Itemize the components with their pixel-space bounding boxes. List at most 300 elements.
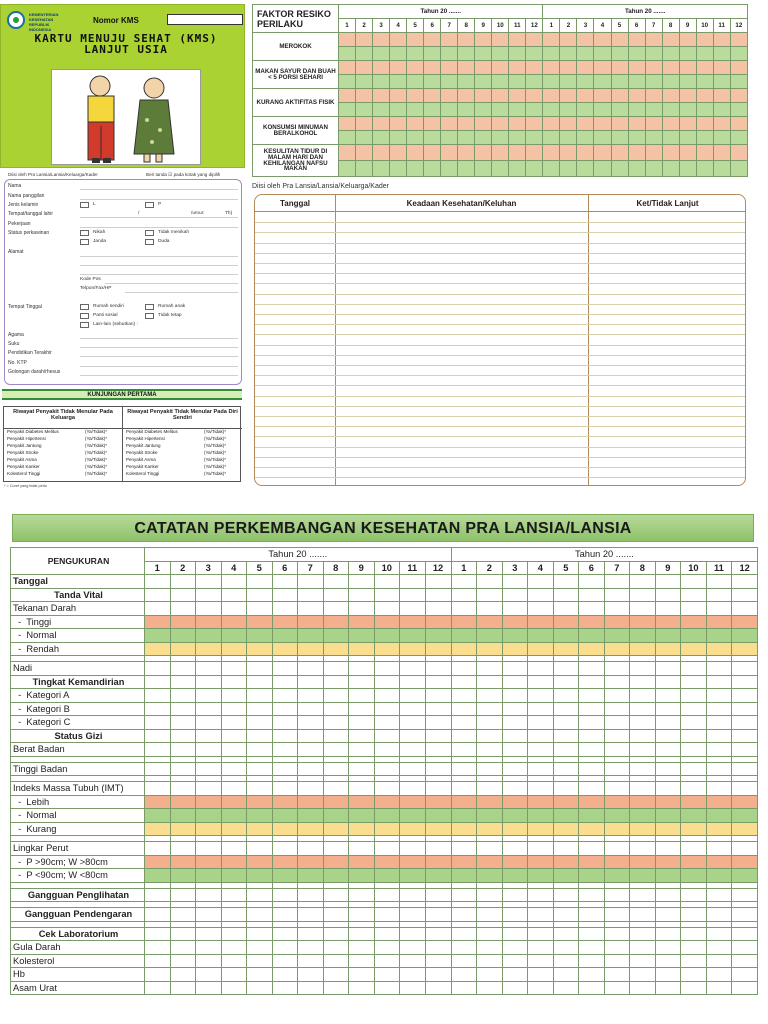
measurement-cell[interactable]	[272, 954, 298, 968]
measurement-cell[interactable]	[374, 809, 400, 823]
measurement-cell[interactable]	[502, 716, 528, 730]
measurement-cell[interactable]	[323, 795, 349, 809]
risk-cell[interactable]	[560, 117, 577, 131]
measurement-cell[interactable]	[528, 615, 554, 629]
measurement-cell[interactable]	[502, 809, 528, 823]
measurement-cell[interactable]	[477, 762, 503, 776]
measurement-cell[interactable]	[451, 927, 477, 941]
measurement-cell[interactable]	[323, 888, 349, 902]
risk-cell[interactable]	[594, 117, 611, 131]
risk-cell[interactable]	[645, 75, 662, 89]
measurement-cell[interactable]	[655, 642, 681, 656]
measurement-cell[interactable]	[604, 908, 630, 922]
measurement-cell[interactable]	[451, 855, 477, 869]
measurement-cell[interactable]	[604, 743, 630, 757]
risk-cell[interactable]	[679, 61, 696, 75]
measurement-cell[interactable]	[298, 795, 324, 809]
measurement-cell[interactable]	[706, 689, 732, 703]
measurement-cell[interactable]	[528, 927, 554, 941]
measurement-cell[interactable]	[451, 968, 477, 982]
measurement-cell[interactable]	[247, 662, 273, 676]
risk-cell[interactable]	[492, 117, 509, 131]
measurement-cell[interactable]	[579, 743, 605, 757]
measurement-cell[interactable]	[655, 941, 681, 955]
measurement-cell[interactable]	[247, 642, 273, 656]
measurement-cell[interactable]	[170, 809, 196, 823]
measurement-cell[interactable]	[579, 869, 605, 883]
name-input[interactable]	[80, 189, 238, 190]
measurement-cell[interactable]	[477, 782, 503, 796]
sex-l-checkbox[interactable]	[80, 202, 89, 208]
measurement-cell[interactable]	[553, 689, 579, 703]
measurement-cell[interactable]	[630, 642, 656, 656]
measurement-cell[interactable]	[196, 822, 222, 836]
risk-cell[interactable]	[713, 103, 730, 117]
risk-cell[interactable]	[730, 61, 747, 75]
measurement-cell[interactable]	[374, 908, 400, 922]
risk-cell[interactable]	[475, 117, 492, 131]
measurement-cell[interactable]	[145, 602, 171, 616]
measurement-cell[interactable]	[400, 927, 426, 941]
risk-cell[interactable]	[543, 103, 560, 117]
measurement-cell[interactable]	[655, 662, 681, 676]
measurement-cell[interactable]	[272, 855, 298, 869]
measurement-cell[interactable]	[655, 743, 681, 757]
measurement-cell[interactable]	[604, 588, 630, 602]
notes-row-line[interactable]	[255, 314, 745, 315]
measurement-cell[interactable]	[604, 954, 630, 968]
measurement-cell[interactable]	[170, 822, 196, 836]
risk-cell[interactable]	[458, 145, 475, 161]
risk-cell[interactable]	[407, 33, 424, 47]
marital-married-checkbox[interactable]	[80, 230, 89, 236]
measurement-cell[interactable]	[221, 743, 247, 757]
risk-cell[interactable]	[662, 145, 679, 161]
risk-cell[interactable]	[407, 161, 424, 177]
measurement-cell[interactable]	[528, 662, 554, 676]
measurement-cell[interactable]	[732, 588, 758, 602]
risk-cell[interactable]	[713, 131, 730, 145]
measurement-cell[interactable]	[706, 762, 732, 776]
measurement-cell[interactable]	[451, 842, 477, 856]
measurement-cell[interactable]	[630, 689, 656, 703]
measurement-cell[interactable]	[323, 602, 349, 616]
measurement-cell[interactable]	[272, 762, 298, 776]
measurement-cell[interactable]	[374, 842, 400, 856]
risk-cell[interactable]	[696, 33, 713, 47]
measurement-cell[interactable]	[221, 729, 247, 743]
measurement-cell[interactable]	[425, 675, 451, 689]
risk-cell[interactable]	[458, 117, 475, 131]
measurement-cell[interactable]	[221, 981, 247, 995]
measurement-cell[interactable]	[400, 702, 426, 716]
measurement-cell[interactable]	[451, 809, 477, 823]
measurement-cell[interactable]	[349, 782, 375, 796]
measurement-cell[interactable]	[272, 702, 298, 716]
measurement-cell[interactable]	[706, 954, 732, 968]
measurement-cell[interactable]	[477, 642, 503, 656]
measurement-cell[interactable]	[196, 675, 222, 689]
measurement-cell[interactable]	[477, 615, 503, 629]
measurement-cell[interactable]	[477, 629, 503, 643]
measurement-cell[interactable]	[425, 842, 451, 856]
risk-cell[interactable]	[458, 33, 475, 47]
notes-row-line[interactable]	[255, 436, 745, 437]
measurement-cell[interactable]	[247, 675, 273, 689]
measurement-cell[interactable]	[706, 968, 732, 982]
measurement-cell[interactable]	[170, 888, 196, 902]
sex-p-checkbox[interactable]	[145, 202, 154, 208]
measurement-cell[interactable]	[323, 716, 349, 730]
measurement-cell[interactable]	[630, 927, 656, 941]
risk-cell[interactable]	[679, 103, 696, 117]
measurement-cell[interactable]	[170, 716, 196, 730]
measurement-cell[interactable]	[528, 743, 554, 757]
measurement-cell[interactable]	[400, 743, 426, 757]
measurement-cell[interactable]	[170, 842, 196, 856]
measurement-cell[interactable]	[425, 642, 451, 656]
measurement-cell[interactable]	[579, 795, 605, 809]
risk-cell[interactable]	[645, 33, 662, 47]
measurement-cell[interactable]	[732, 954, 758, 968]
measurement-cell[interactable]	[655, 575, 681, 589]
measurement-cell[interactable]	[604, 575, 630, 589]
measurement-cell[interactable]	[247, 888, 273, 902]
measurement-cell[interactable]	[681, 908, 707, 922]
measurement-cell[interactable]	[604, 795, 630, 809]
measurement-cell[interactable]	[579, 675, 605, 689]
risk-cell[interactable]	[560, 131, 577, 145]
measurement-cell[interactable]	[528, 954, 554, 968]
measurement-cell[interactable]	[247, 729, 273, 743]
measurement-cell[interactable]	[681, 762, 707, 776]
measurement-cell[interactable]	[502, 689, 528, 703]
measurement-cell[interactable]	[247, 588, 273, 602]
measurement-cell[interactable]	[349, 888, 375, 902]
measurement-cell[interactable]	[502, 575, 528, 589]
measurement-cell[interactable]	[170, 855, 196, 869]
measurement-cell[interactable]	[681, 702, 707, 716]
history-answer[interactable]: (Ya/Tidak)*	[204, 450, 227, 455]
measurement-cell[interactable]	[451, 941, 477, 955]
measurement-cell[interactable]	[604, 927, 630, 941]
risk-cell[interactable]	[509, 75, 526, 89]
measurement-cell[interactable]	[374, 588, 400, 602]
notes-row-line[interactable]	[255, 416, 745, 417]
measurement-cell[interactable]	[298, 743, 324, 757]
risk-cell[interactable]	[679, 117, 696, 131]
measurement-cell[interactable]	[298, 888, 324, 902]
measurement-cell[interactable]	[400, 588, 426, 602]
risk-cell[interactable]	[543, 117, 560, 131]
measurement-cell[interactable]	[630, 782, 656, 796]
risk-cell[interactable]	[628, 161, 645, 177]
risk-cell[interactable]	[560, 33, 577, 47]
measurement-cell[interactable]	[272, 675, 298, 689]
measurement-cell[interactable]	[732, 702, 758, 716]
measurement-cell[interactable]	[579, 716, 605, 730]
measurement-cell[interactable]	[655, 675, 681, 689]
risk-cell[interactable]	[628, 33, 645, 47]
risk-cell[interactable]	[645, 131, 662, 145]
measurement-cell[interactable]	[221, 575, 247, 589]
measurement-cell[interactable]	[196, 954, 222, 968]
measurement-cell[interactable]	[579, 642, 605, 656]
measurement-cell[interactable]	[349, 615, 375, 629]
measurement-cell[interactable]	[272, 729, 298, 743]
measurement-cell[interactable]	[221, 954, 247, 968]
measurement-cell[interactable]	[349, 941, 375, 955]
measurement-cell[interactable]	[655, 981, 681, 995]
risk-cell[interactable]	[611, 33, 628, 47]
measurement-cell[interactable]	[681, 822, 707, 836]
measurement-cell[interactable]	[374, 968, 400, 982]
measurement-cell[interactable]	[553, 842, 579, 856]
measurement-cell[interactable]	[247, 941, 273, 955]
measurement-cell[interactable]	[528, 782, 554, 796]
measurement-cell[interactable]	[502, 588, 528, 602]
measurement-cell[interactable]	[400, 729, 426, 743]
measurement-cell[interactable]	[528, 642, 554, 656]
measurement-cell[interactable]	[272, 743, 298, 757]
measurement-cell[interactable]	[272, 908, 298, 922]
measurement-cell[interactable]	[732, 575, 758, 589]
risk-cell[interactable]	[373, 47, 390, 61]
measurement-cell[interactable]	[604, 842, 630, 856]
measurement-cell[interactable]	[374, 662, 400, 676]
measurement-cell[interactable]	[732, 729, 758, 743]
measurement-cell[interactable]	[502, 762, 528, 776]
risk-cell[interactable]	[611, 131, 628, 145]
measurement-cell[interactable]	[145, 662, 171, 676]
measurement-cell[interactable]	[247, 689, 273, 703]
measurement-cell[interactable]	[451, 869, 477, 883]
measurement-cell[interactable]	[502, 743, 528, 757]
measurement-cell[interactable]	[196, 968, 222, 982]
measurement-cell[interactable]	[374, 888, 400, 902]
history-answer[interactable]: (Ya/Tidak)*	[85, 464, 108, 469]
measurement-cell[interactable]	[196, 588, 222, 602]
measurement-cell[interactable]	[655, 602, 681, 616]
measurement-cell[interactable]	[553, 729, 579, 743]
measurement-cell[interactable]	[196, 662, 222, 676]
risk-cell[interactable]	[679, 89, 696, 103]
risk-cell[interactable]	[713, 145, 730, 161]
education-input[interactable]	[80, 356, 238, 357]
risk-cell[interactable]	[713, 75, 730, 89]
marital-widow-checkbox[interactable]	[80, 239, 89, 245]
measurement-cell[interactable]	[170, 762, 196, 776]
measurement-cell[interactable]	[374, 642, 400, 656]
measurement-cell[interactable]	[451, 743, 477, 757]
measurement-cell[interactable]	[477, 968, 503, 982]
measurement-cell[interactable]	[425, 782, 451, 796]
measurement-cell[interactable]	[630, 809, 656, 823]
measurement-cell[interactable]	[706, 927, 732, 941]
measurement-cell[interactable]	[349, 855, 375, 869]
notes-row-line[interactable]	[255, 345, 745, 346]
measurement-cell[interactable]	[451, 954, 477, 968]
measurement-cell[interactable]	[528, 575, 554, 589]
measurement-cell[interactable]	[579, 588, 605, 602]
measurement-cell[interactable]	[655, 782, 681, 796]
risk-cell[interactable]	[424, 33, 441, 47]
measurement-cell[interactable]	[681, 842, 707, 856]
risk-cell[interactable]	[441, 145, 458, 161]
history-answer[interactable]: (Ya/Tidak)*	[204, 443, 227, 448]
measurement-cell[interactable]	[604, 869, 630, 883]
risk-cell[interactable]	[560, 145, 577, 161]
risk-cell[interactable]	[458, 131, 475, 145]
measurement-cell[interactable]	[451, 588, 477, 602]
risk-cell[interactable]	[492, 145, 509, 161]
measurement-cell[interactable]	[374, 675, 400, 689]
risk-cell[interactable]	[611, 103, 628, 117]
ktp-input[interactable]	[80, 366, 238, 367]
history-answer[interactable]: (Ya/Tidak)*	[204, 436, 227, 441]
history-answer[interactable]: (Ya/Tidak)*	[204, 457, 227, 462]
history-answer[interactable]: (Ya/Tidak)*	[85, 436, 108, 441]
measurement-cell[interactable]	[477, 675, 503, 689]
measurement-cell[interactable]	[247, 908, 273, 922]
risk-cell[interactable]	[356, 33, 373, 47]
risk-cell[interactable]	[560, 75, 577, 89]
measurement-cell[interactable]	[502, 675, 528, 689]
measurement-cell[interactable]	[298, 702, 324, 716]
measurement-cell[interactable]	[221, 855, 247, 869]
measurement-cell[interactable]	[323, 702, 349, 716]
risk-cell[interactable]	[390, 75, 407, 89]
measurement-cell[interactable]	[706, 575, 732, 589]
measurement-cell[interactable]	[681, 855, 707, 869]
measurement-cell[interactable]	[681, 575, 707, 589]
measurement-cell[interactable]	[425, 729, 451, 743]
measurement-cell[interactable]	[681, 602, 707, 616]
measurement-cell[interactable]	[528, 588, 554, 602]
measurement-cell[interactable]	[655, 954, 681, 968]
measurement-cell[interactable]	[681, 869, 707, 883]
notes-row-line[interactable]	[255, 457, 745, 458]
measurement-cell[interactable]	[477, 842, 503, 856]
measurement-cell[interactable]	[579, 689, 605, 703]
risk-cell[interactable]	[594, 103, 611, 117]
measurement-cell[interactable]	[655, 702, 681, 716]
residence-unfixed-checkbox[interactable]	[145, 313, 154, 319]
measurement-cell[interactable]	[604, 702, 630, 716]
risk-cell[interactable]	[373, 33, 390, 47]
measurement-cell[interactable]	[323, 954, 349, 968]
risk-cell[interactable]	[577, 117, 594, 131]
measurement-cell[interactable]	[553, 981, 579, 995]
risk-cell[interactable]	[458, 61, 475, 75]
marital-widower-checkbox[interactable]	[145, 239, 154, 245]
measurement-cell[interactable]	[349, 954, 375, 968]
measurement-cell[interactable]	[221, 762, 247, 776]
measurement-cell[interactable]	[732, 629, 758, 643]
measurement-cell[interactable]	[477, 795, 503, 809]
measurement-cell[interactable]	[477, 702, 503, 716]
measurement-cell[interactable]	[604, 855, 630, 869]
measurement-cell[interactable]	[374, 729, 400, 743]
measurement-cell[interactable]	[630, 702, 656, 716]
risk-cell[interactable]	[543, 47, 560, 61]
measurement-cell[interactable]	[400, 888, 426, 902]
measurement-cell[interactable]	[604, 615, 630, 629]
measurement-cell[interactable]	[579, 855, 605, 869]
measurement-cell[interactable]	[145, 842, 171, 856]
measurement-cell[interactable]	[528, 795, 554, 809]
measurement-cell[interactable]	[706, 795, 732, 809]
measurement-cell[interactable]	[400, 782, 426, 796]
risk-cell[interactable]	[509, 33, 526, 47]
measurement-cell[interactable]	[374, 869, 400, 883]
measurement-cell[interactable]	[630, 615, 656, 629]
risk-cell[interactable]	[424, 75, 441, 89]
measurement-cell[interactable]	[579, 662, 605, 676]
measurement-cell[interactable]	[349, 716, 375, 730]
measurement-cell[interactable]	[425, 602, 451, 616]
measurement-cell[interactable]	[579, 888, 605, 902]
measurement-cell[interactable]	[681, 675, 707, 689]
measurement-cell[interactable]	[272, 927, 298, 941]
measurement-cell[interactable]	[298, 782, 324, 796]
measurement-cell[interactable]	[528, 855, 554, 869]
risk-cell[interactable]	[390, 117, 407, 131]
risk-cell[interactable]	[611, 161, 628, 177]
risk-cell[interactable]	[577, 61, 594, 75]
risk-cell[interactable]	[373, 89, 390, 103]
measurement-cell[interactable]	[298, 689, 324, 703]
risk-cell[interactable]	[373, 131, 390, 145]
measurement-cell[interactable]	[170, 729, 196, 743]
measurement-cell[interactable]	[425, 629, 451, 643]
risk-cell[interactable]	[475, 89, 492, 103]
risk-cell[interactable]	[356, 61, 373, 75]
risk-cell[interactable]	[339, 161, 356, 177]
notes-row-line[interactable]	[255, 447, 745, 448]
measurement-cell[interactable]	[349, 743, 375, 757]
address-input-1[interactable]	[80, 256, 238, 257]
measurement-cell[interactable]	[196, 762, 222, 776]
risk-cell[interactable]	[339, 61, 356, 75]
measurement-cell[interactable]	[528, 941, 554, 955]
measurement-cell[interactable]	[349, 968, 375, 982]
risk-cell[interactable]	[492, 103, 509, 117]
history-answer[interactable]: (Ya/Tidak)*	[85, 443, 108, 448]
measurement-cell[interactable]	[502, 968, 528, 982]
measurement-cell[interactable]	[706, 642, 732, 656]
measurement-cell[interactable]	[349, 702, 375, 716]
measurement-cell[interactable]	[553, 629, 579, 643]
measurement-cell[interactable]	[298, 809, 324, 823]
measurement-cell[interactable]	[247, 743, 273, 757]
nickname-input[interactable]	[80, 199, 238, 200]
measurement-cell[interactable]	[477, 869, 503, 883]
measurement-cell[interactable]	[170, 927, 196, 941]
measurement-cell[interactable]	[630, 981, 656, 995]
measurement-cell[interactable]	[323, 927, 349, 941]
measurement-cell[interactable]	[706, 981, 732, 995]
measurement-cell[interactable]	[553, 795, 579, 809]
risk-cell[interactable]	[730, 75, 747, 89]
risk-cell[interactable]	[509, 47, 526, 61]
measurement-cell[interactable]	[298, 941, 324, 955]
risk-cell[interactable]	[713, 117, 730, 131]
notes-row-line[interactable]	[255, 355, 745, 356]
risk-cell[interactable]	[424, 145, 441, 161]
measurement-cell[interactable]	[145, 869, 171, 883]
risk-cell[interactable]	[509, 145, 526, 161]
